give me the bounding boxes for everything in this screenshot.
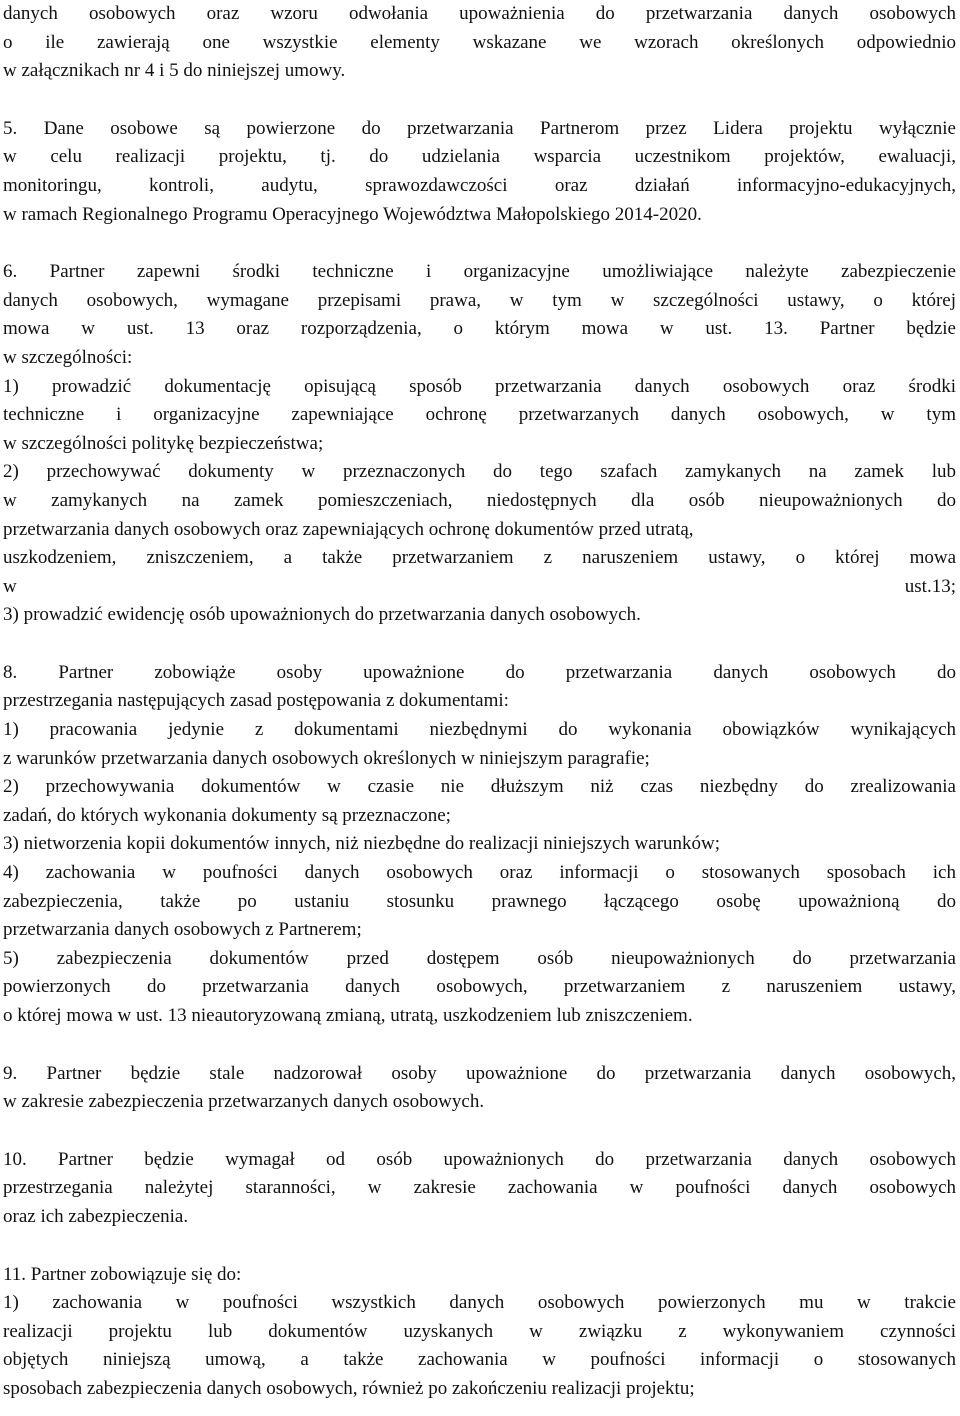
paragraph-gap xyxy=(3,229,956,258)
text-line: w zamykanych na zamek pomieszczeniach, niedostępnych dla osób nieupoważnionych do xyxy=(3,489,956,511)
text-line: w ust.13; xyxy=(3,575,956,597)
text-line: monitoringu, kontroli, audytu, sprawozdawczości oraz działań informacyjno-edukacyjnych, xyxy=(3,174,956,196)
text-line: zabezpieczenia, także po ustaniu stosunku prawnego łączącego osobę upoważnioną do xyxy=(3,890,956,912)
text-line: 9. Partner będzie stale nadzorował osoby upoważnione do przetwarzania danych osobowych, xyxy=(3,1062,956,1084)
text-line: w szczególności politykę bezpieczeństwa; xyxy=(3,432,324,454)
text-line: objętych niniejszą umową, a także zachowania w poufności informacji o stosowanych xyxy=(3,1349,956,1371)
text-line: 8. Partner zobowiąże osoby upoważnione do przetwarzania danych osobowych do xyxy=(3,661,956,683)
text-line: w zakresie zabezpieczenia przetwarzanych danych osobowych. xyxy=(3,1091,485,1113)
text-line: przetwarzania danych osobowych z Partnerem; xyxy=(3,919,362,941)
text-line: 6. Partner zapewni środki techniczne i organizacyjne umożliwiające należyte zabezpieczenie xyxy=(3,261,956,283)
text-line: zadań, do których wykonania dokumenty są przeznaczone; xyxy=(3,804,451,826)
text-line: 5) zabezpieczenia dokumentów przed dostępem osób nieupoważnionych do przetwarzania xyxy=(3,947,956,969)
text-line: 3) prowadzić ewidencję osób upoważnionych do przetwarzania danych osobowych. xyxy=(3,604,641,626)
text-line: w celu realizacji projektu, tj. do udzielania wsparcia uczestnikom projektów, ewaluacji, xyxy=(3,146,956,168)
paragraph-gap xyxy=(3,86,956,115)
text-line: 10. Partner będzie wymagał od osób upoważnionych do przetwarzania danych osobowych xyxy=(3,1148,956,1170)
text-line: 3) nietworzenia kopii dokumentów innych, niż niezbędne do realizacji niniejszych warunków; xyxy=(3,833,721,855)
text-line: techniczne i organizacyjne zapewniające ochronę przetwarzanych danych osobowych, w tym xyxy=(3,404,956,426)
text-line: realizacji projektu lub dokumentów uzyskanych w związku z wykonywaniem czynności xyxy=(3,1320,956,1342)
paragraph xyxy=(3,659,956,1031)
paragraph xyxy=(3,1261,956,1404)
text-line: w załącznikach nr 4 i 5 do niniejszej umowy. xyxy=(3,60,346,82)
text-line: 1) pracowania jedynie z dokumentami niezbędnymi do wykonania obowiązków wynikających xyxy=(3,719,956,741)
text-line: uszkodzeniem, zniszczeniem, a także przetwarzaniem z naruszeniem ustawy, o której mowa xyxy=(3,547,956,569)
text-line: danych osobowych oraz wzoru odwołania upoważnienia do przetwarzania danych osobowych xyxy=(3,3,956,24)
text-line: w szczególności: xyxy=(3,346,133,368)
text-line: powierzonych do przetwarzania danych osobowych, przetwarzaniem z naruszeniem ustawy, xyxy=(3,976,956,998)
text-line: o której mowa w ust. 13 nieautoryzowaną zmianą, utratą, uszkodzeniem lub zniszczeniem. xyxy=(3,1005,693,1026)
text-line: 5. Dane osobowe są powierzone do przetwarzania Partnerom przez Lidera projektu wyłącznie xyxy=(3,117,956,139)
text-line: 11. Partner zobowiązuje się do: xyxy=(3,1263,242,1285)
text-line: oraz ich zabezpieczenia. xyxy=(3,1205,189,1227)
paragraph-gap xyxy=(3,1031,956,1060)
paragraph-gap xyxy=(3,630,956,659)
text-line: danych osobowych, wymagane przepisami prawa, w tym w szczególności ustawy, o której xyxy=(3,289,956,311)
text-line: 4) zachowania w poufności danych osobowych oraz informacji o stosowanych sposobach ich xyxy=(3,862,956,884)
text-line: 2) przechowywania dokumentów w czasie nie dłuższym niż czas niezbędny do zrealizowania xyxy=(3,776,956,798)
paragraph-gap xyxy=(3,1232,956,1261)
paragraph xyxy=(3,115,956,229)
text-line: przetwarzania danych osobowych oraz zapewniających ochronę dokumentów przed utratą, xyxy=(3,518,694,540)
text-line: o ile zawierają one wszystkie elementy wskazane we wzorach określonych odpowiednio xyxy=(3,31,956,53)
text-line: mowa w ust. 13 oraz rozporządzenia, o którym mowa w ust. 13. Partner będzie xyxy=(3,318,956,340)
text-line: w ramach Regionalnego Programu Operacyjnego Województwa Małopolskiego 2014-2020. xyxy=(3,203,702,225)
paragraph xyxy=(3,258,956,630)
paragraph xyxy=(3,1146,956,1232)
text-line: 1) zachowania w poufności wszystkich danych osobowych powierzonych mu w trakcie xyxy=(3,1292,956,1314)
text-line: 1) prowadzić dokumentację opisującą sposób przetwarzania danych osobowych oraz środki xyxy=(3,375,956,397)
paragraph xyxy=(3,0,956,86)
text-line: sposobach zabezpieczenia danych osobowych, również po zakończeniu realizacji projektu; xyxy=(3,1377,695,1399)
paragraph-gap xyxy=(3,1117,956,1146)
text-line: 2) przechowywać dokumenty w przeznaczonych do tego szafach zamykanych na zamek lub xyxy=(3,461,956,483)
text-line: przestrzegania należytej staranności, w zakresie zachowania w poufności danych osobowych xyxy=(3,1177,956,1199)
text-line: z warunków przetwarzania danych osobowych określonych w niniejszym paragrafie; xyxy=(3,747,650,769)
paragraph xyxy=(3,1060,956,1117)
text-line: przestrzegania następujących zasad postępowania z dokumentami: xyxy=(3,690,509,712)
